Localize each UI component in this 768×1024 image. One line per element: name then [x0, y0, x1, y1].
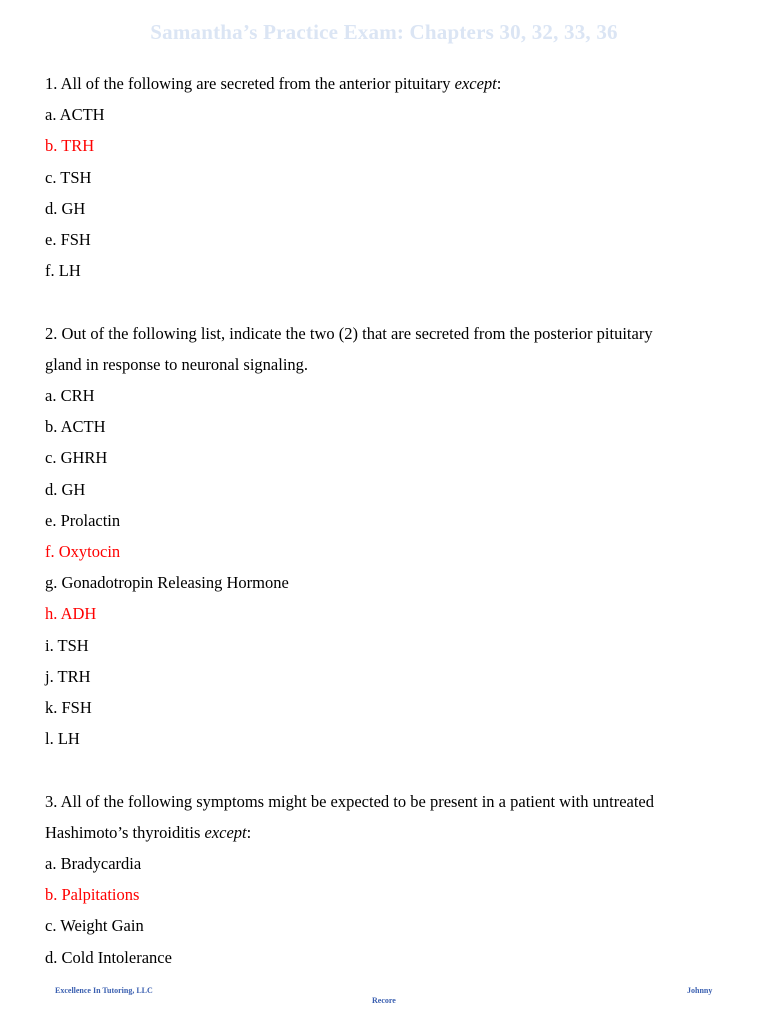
q2-option-b: b. ACTH	[45, 417, 106, 437]
q3-option-c: c. Weight Gain	[45, 916, 144, 936]
q1-option-f: f. LH	[45, 261, 81, 281]
q2-option-f-answer: f. Oxytocin	[45, 542, 121, 562]
q1-option-b-answer: b. TRH	[45, 136, 95, 156]
footer-company: Excellence In Tutoring, LLC	[55, 986, 153, 995]
question-3-colon: :	[246, 822, 252, 842]
q2-option-a: a. CRH	[45, 386, 95, 406]
q2-option-k: k. FSH	[45, 698, 92, 718]
footer-author-first: Johnny	[687, 986, 713, 995]
question-3-prompt-line1: 3. All of the following symptoms might be expected to be present in a patient with untreated	[45, 791, 654, 811]
exam-body	[45, 68, 735, 973]
q2-option-d: d. GH	[45, 479, 86, 499]
page-title: Samantha’s Practice Exam: Chapters 30, 32, 33, 36	[150, 20, 618, 44]
q2-option-c: c. GHRH	[45, 448, 108, 468]
q2-option-e: e. Prolactin	[45, 510, 121, 530]
q2-option-h-answer: h. ADH	[45, 604, 97, 624]
question-2-prompt-line1: 2. Out of the following list, indicate the two (2) that are secreted from the posterior pituitary	[45, 323, 653, 343]
spacer	[45, 286, 735, 317]
question-1-emphasis: except	[454, 74, 497, 93]
q3-option-d: d. Cold Intolerance	[45, 947, 172, 967]
question-3-text: Hashimoto’s thyroiditis	[45, 822, 205, 842]
q1-option-a: a. ACTH	[45, 105, 105, 125]
question-1-prompt	[45, 68, 735, 99]
q2-option-g: g. Gonadotropin Releasing Hormone	[45, 573, 289, 593]
question-1-text: 1. All of the following are secreted from the anterior pituitary	[45, 74, 455, 93]
q2-option-l: l. LH	[45, 729, 80, 749]
q2-option-j: j. TRH	[45, 666, 91, 686]
q3-option-b-answer: b. Palpitations	[45, 885, 140, 905]
footer-author-last: Recore	[372, 996, 396, 1005]
question-3-prompt-line2	[45, 817, 735, 848]
q1-option-c: c. TSH	[45, 167, 92, 187]
q2-option-i: i. TSH	[45, 635, 89, 655]
question-2-prompt-line2: gland in response to neuronal signaling.	[45, 354, 309, 374]
spacer	[45, 754, 735, 785]
question-1-colon: :	[496, 74, 502, 93]
q1-option-d: d. GH	[45, 198, 86, 218]
q3-option-a: a. Bradycardia	[45, 854, 142, 874]
question-3-emphasis: except	[204, 822, 247, 842]
q1-option-e: e. FSH	[45, 230, 91, 250]
